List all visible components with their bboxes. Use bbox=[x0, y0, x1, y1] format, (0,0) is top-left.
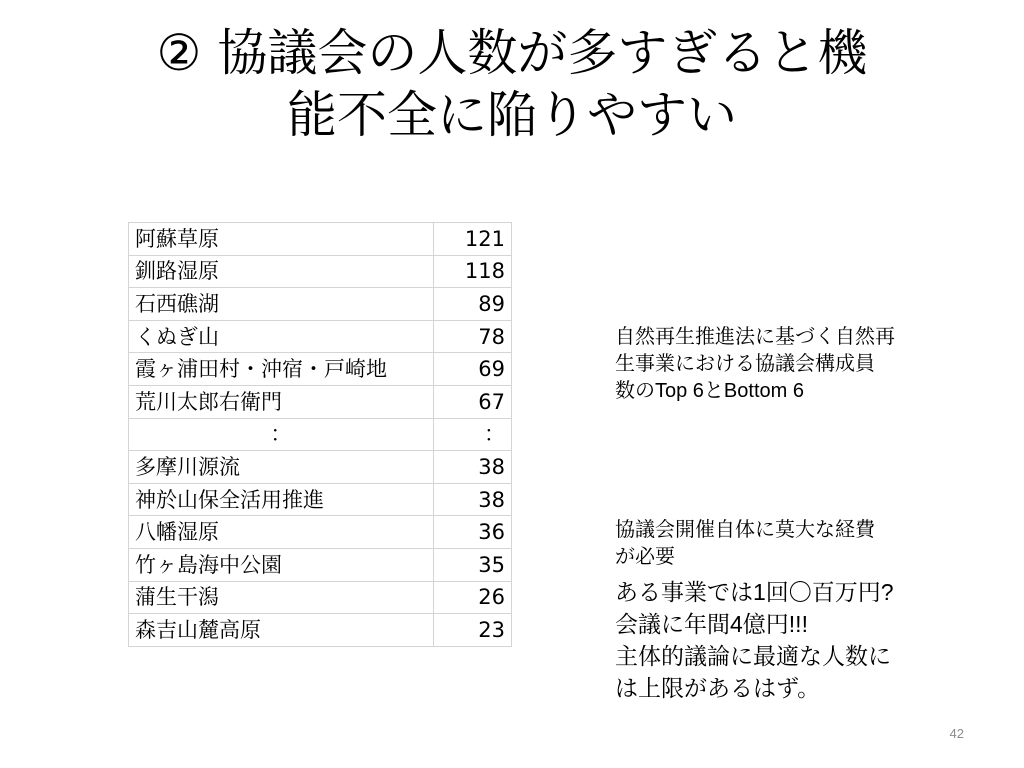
cost-note-line: が必要 bbox=[615, 546, 675, 568]
member-count-cell: 26 bbox=[433, 581, 511, 614]
project-name-cell: 多摩川源流 bbox=[129, 451, 434, 484]
table-row bbox=[129, 483, 512, 516]
project-name-cell: 荒川太郎右衛門 bbox=[129, 385, 434, 418]
member-count-cell: 35 bbox=[433, 548, 511, 581]
table-caption bbox=[615, 324, 895, 405]
project-name-cell: 森吉山麓高原 bbox=[129, 614, 434, 647]
project-name-cell: 阿蘇草原 bbox=[129, 223, 434, 256]
emphasis-line: ある事業では1回〇百万円? bbox=[615, 579, 894, 605]
member-count-cell: 67 bbox=[433, 385, 511, 418]
table-row bbox=[129, 581, 512, 614]
emphasis-note bbox=[615, 576, 894, 704]
ellipsis-cell: ： bbox=[433, 418, 511, 451]
member-count-cell: 118 bbox=[433, 255, 511, 288]
member-count-cell: 36 bbox=[433, 516, 511, 549]
table-row bbox=[129, 353, 512, 386]
table-row bbox=[129, 516, 512, 549]
member-count-cell: 78 bbox=[433, 320, 511, 353]
table-row-ellipsis bbox=[129, 418, 512, 451]
project-name-cell: 神於山保全活用推進 bbox=[129, 483, 434, 516]
table-row bbox=[129, 320, 512, 353]
title-line-2: 能不全に陥りやすい bbox=[287, 86, 737, 144]
title-line-1: ② 協議会の人数が多すぎると機 bbox=[156, 24, 868, 82]
cost-note bbox=[615, 517, 875, 571]
project-name-cell: くぬぎ山 bbox=[129, 320, 434, 353]
member-count-cell: 38 bbox=[433, 451, 511, 484]
caption-line: 自然再生推進法に基づく自然再 bbox=[615, 326, 895, 348]
member-count-cell: 69 bbox=[433, 353, 511, 386]
table-row bbox=[129, 288, 512, 321]
table-row bbox=[129, 614, 512, 647]
council-member-table bbox=[128, 222, 512, 647]
slide-title bbox=[40, 22, 984, 146]
table-row bbox=[129, 385, 512, 418]
table-row bbox=[129, 548, 512, 581]
table-row bbox=[129, 255, 512, 288]
member-count-cell: 121 bbox=[433, 223, 511, 256]
member-count-cell: 89 bbox=[433, 288, 511, 321]
table-row bbox=[129, 223, 512, 256]
caption-line: 数のTop 6とBottom 6 bbox=[615, 380, 804, 402]
ellipsis-cell: ： bbox=[129, 418, 434, 451]
project-name-cell: 霞ヶ浦田村・沖宿・戸崎地 bbox=[129, 353, 434, 386]
cost-note-line: 協議会開催自体に莫大な経費 bbox=[615, 519, 875, 541]
caption-line: 生事業における協議会構成員 bbox=[615, 353, 875, 375]
emphasis-line: は上限があるはず。 bbox=[615, 675, 821, 701]
project-name-cell: 石西礁湖 bbox=[129, 288, 434, 321]
member-count-cell: 38 bbox=[433, 483, 511, 516]
project-name-cell: 八幡湿原 bbox=[129, 516, 434, 549]
project-name-cell: 釧路湿原 bbox=[129, 255, 434, 288]
member-count-cell: 23 bbox=[433, 614, 511, 647]
emphasis-line: 主体的議論に最適な人数に bbox=[615, 643, 891, 669]
table-row bbox=[129, 451, 512, 484]
slide-number: 42 bbox=[949, 726, 964, 741]
project-name-cell: 蒲生干潟 bbox=[129, 581, 434, 614]
project-name-cell: 竹ヶ島海中公園 bbox=[129, 548, 434, 581]
emphasis-line: 会議に年間4億円!!! bbox=[615, 611, 808, 637]
